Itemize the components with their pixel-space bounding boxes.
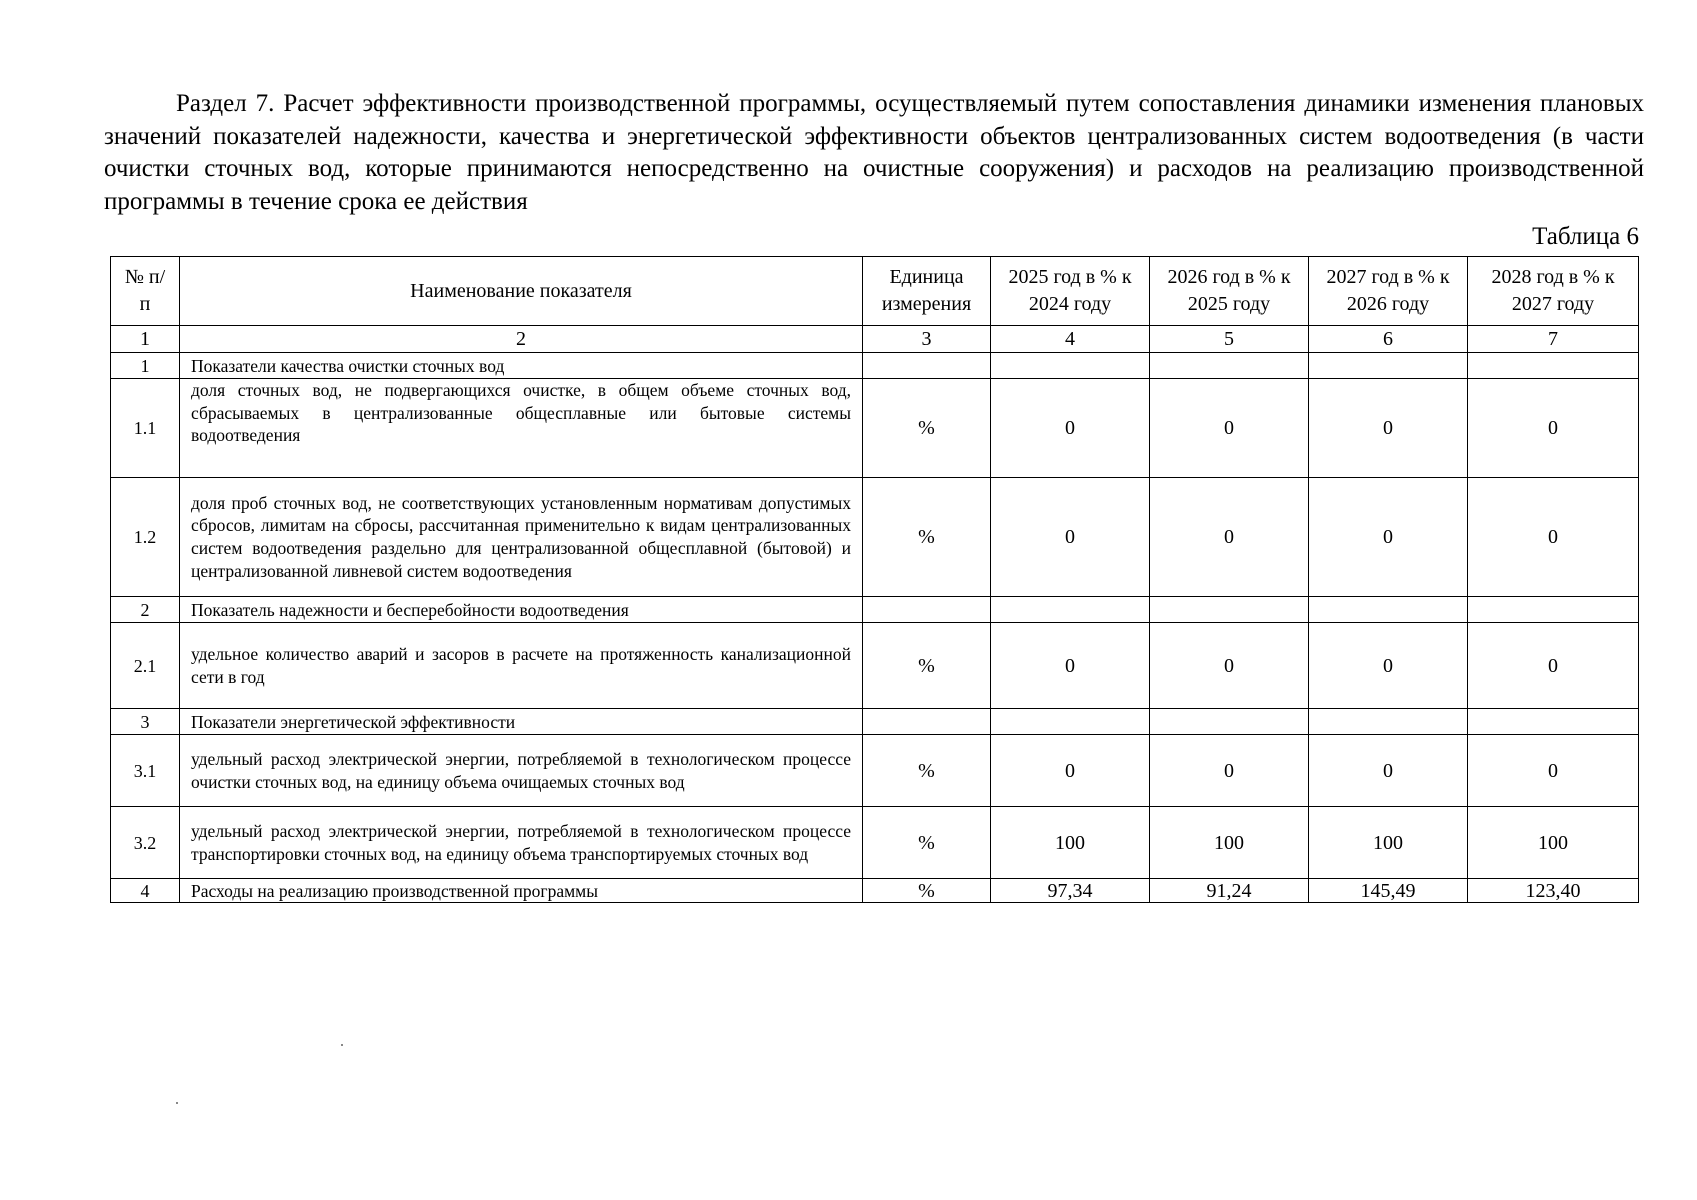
row-number: 1 bbox=[111, 353, 180, 379]
indicator-name: доля проб сточных вод, не соответствующих установленным нормативам допустимых сбросов, лимитам на сбросы, рассчитанная применительно к видам централизованных систем водоотведения раздельно для централизованной общесплавной (бытовой) и централизованной ливневой систем водоотведения bbox=[180, 478, 863, 597]
unit-cell: % bbox=[863, 879, 991, 903]
header-2028: 2028 год в % к 2027 году bbox=[1468, 257, 1639, 326]
value-2025: 0 bbox=[991, 379, 1150, 478]
value-2028: 0 bbox=[1468, 735, 1639, 807]
table-row bbox=[111, 379, 1639, 478]
column-number: 2 bbox=[180, 326, 863, 353]
header-unit: Единица измерения bbox=[863, 257, 991, 326]
value-2028 bbox=[1468, 597, 1639, 623]
value-2027: 0 bbox=[1309, 623, 1468, 709]
row-number: 3 bbox=[111, 709, 180, 735]
value-2025 bbox=[991, 353, 1150, 379]
unit-cell bbox=[863, 353, 991, 379]
table-caption: Таблица 6 bbox=[1532, 223, 1639, 250]
value-2027 bbox=[1309, 709, 1468, 735]
scan-speck bbox=[341, 1044, 343, 1046]
unit-cell: % bbox=[863, 735, 991, 807]
row-number: 3.1 bbox=[111, 735, 180, 807]
column-number: 3 bbox=[863, 326, 991, 353]
column-number: 4 bbox=[991, 326, 1150, 353]
value-2025 bbox=[991, 709, 1150, 735]
value-2026: 0 bbox=[1150, 623, 1309, 709]
value-2025: 0 bbox=[991, 478, 1150, 597]
header-row bbox=[111, 257, 1639, 326]
indicator-name: удельное количество аварий и засоров в расчете на протяженность канализационной сети в год bbox=[180, 623, 863, 709]
value-2025 bbox=[991, 597, 1150, 623]
value-2027: 145,49 bbox=[1309, 879, 1468, 903]
unit-cell bbox=[863, 709, 991, 735]
header-2027: 2027 год в % к 2026 году bbox=[1309, 257, 1468, 326]
row-number: 2.1 bbox=[111, 623, 180, 709]
unit-cell: % bbox=[863, 379, 991, 478]
row-number: 4 bbox=[111, 879, 180, 903]
value-2027: 0 bbox=[1309, 379, 1468, 478]
value-2027: 100 bbox=[1309, 807, 1468, 879]
column-number: 6 bbox=[1309, 326, 1468, 353]
value-2025: 0 bbox=[991, 623, 1150, 709]
value-2028: 0 bbox=[1468, 379, 1639, 478]
table-row bbox=[111, 597, 1639, 623]
column-number: 7 bbox=[1468, 326, 1639, 353]
header-2026: 2026 год в % к 2025 году bbox=[1150, 257, 1309, 326]
value-2027: 0 bbox=[1309, 735, 1468, 807]
value-2026: 100 bbox=[1150, 807, 1309, 879]
row-number: 2 bbox=[111, 597, 180, 623]
indicator-name: удельный расход электрической энергии, потребляемой в технологическом процессе транспортировки сточных вод, на единицу объема транспортируемых сточных вод bbox=[180, 807, 863, 879]
value-2026: 0 bbox=[1150, 478, 1309, 597]
indicator-name: Показатели качества очистки сточных вод bbox=[180, 353, 863, 379]
unit-cell: % bbox=[863, 807, 991, 879]
indicator-name: Показатель надежности и бесперебойности водоотведения bbox=[180, 597, 863, 623]
value-2028 bbox=[1468, 353, 1639, 379]
scan-speck bbox=[176, 1102, 178, 1104]
table-row bbox=[111, 879, 1639, 903]
value-2025: 97,34 bbox=[991, 879, 1150, 903]
row-number: 1.2 bbox=[111, 478, 180, 597]
value-2028 bbox=[1468, 709, 1639, 735]
value-2027 bbox=[1309, 597, 1468, 623]
indicator-name: Расходы на реализацию производственной программы bbox=[180, 879, 863, 903]
column-number-row bbox=[111, 326, 1639, 353]
value-2028: 0 bbox=[1468, 623, 1639, 709]
header-name: Наименование показателя bbox=[180, 257, 863, 326]
value-2026 bbox=[1150, 709, 1309, 735]
row-number: 3.2 bbox=[111, 807, 180, 879]
indicator-name: Показатели энергетической эффективности bbox=[180, 709, 863, 735]
table-row bbox=[111, 807, 1639, 879]
header-num: № п/п bbox=[111, 257, 180, 326]
table-row bbox=[111, 353, 1639, 379]
value-2025: 100 bbox=[991, 807, 1150, 879]
value-2026: 0 bbox=[1150, 735, 1309, 807]
table-row bbox=[111, 735, 1639, 807]
table-row bbox=[111, 478, 1639, 597]
unit-cell: % bbox=[863, 478, 991, 597]
unit-cell bbox=[863, 597, 991, 623]
table-row bbox=[111, 623, 1639, 709]
table-row bbox=[111, 709, 1639, 735]
value-2026: 91,24 bbox=[1150, 879, 1309, 903]
value-2027 bbox=[1309, 353, 1468, 379]
unit-cell: % bbox=[863, 623, 991, 709]
value-2028: 0 bbox=[1468, 478, 1639, 597]
value-2026 bbox=[1150, 597, 1309, 623]
column-number: 5 bbox=[1150, 326, 1309, 353]
section-title: Раздел 7. Расчет эффективности производственной программы, осуществляемый путем сопоставления динамики изменения плановых значений показателей надежности, качества и энергетической эффективности объектов централизованных систем водоотведения (в части очистки сточных вод, которые принимаются непосредственно на очистные сооружения) и расходов на реализацию производственной программы в течение срока ее действия bbox=[104, 90, 1644, 215]
value-2026 bbox=[1150, 353, 1309, 379]
row-number: 1.1 bbox=[111, 379, 180, 478]
value-2025: 0 bbox=[991, 735, 1150, 807]
value-2028: 123,40 bbox=[1468, 879, 1639, 903]
indicator-name: удельный расход электрической энергии, потребляемой в технологическом процессе очистки сточных вод, на единицу объема очищаемых сточных вод bbox=[180, 735, 863, 807]
value-2026: 0 bbox=[1150, 379, 1309, 478]
header-2025: 2025 год в % к 2024 году bbox=[991, 257, 1150, 326]
efficiency-table bbox=[110, 256, 1639, 903]
column-number: 1 bbox=[111, 326, 180, 353]
value-2027: 0 bbox=[1309, 478, 1468, 597]
value-2028: 100 bbox=[1468, 807, 1639, 879]
indicator-name: доля сточных вод, не подвергающихся очистке, в общем объеме сточных вод, сбрасываемых в централизованные общесплавные или бытовые системы водоотведения bbox=[180, 379, 863, 478]
